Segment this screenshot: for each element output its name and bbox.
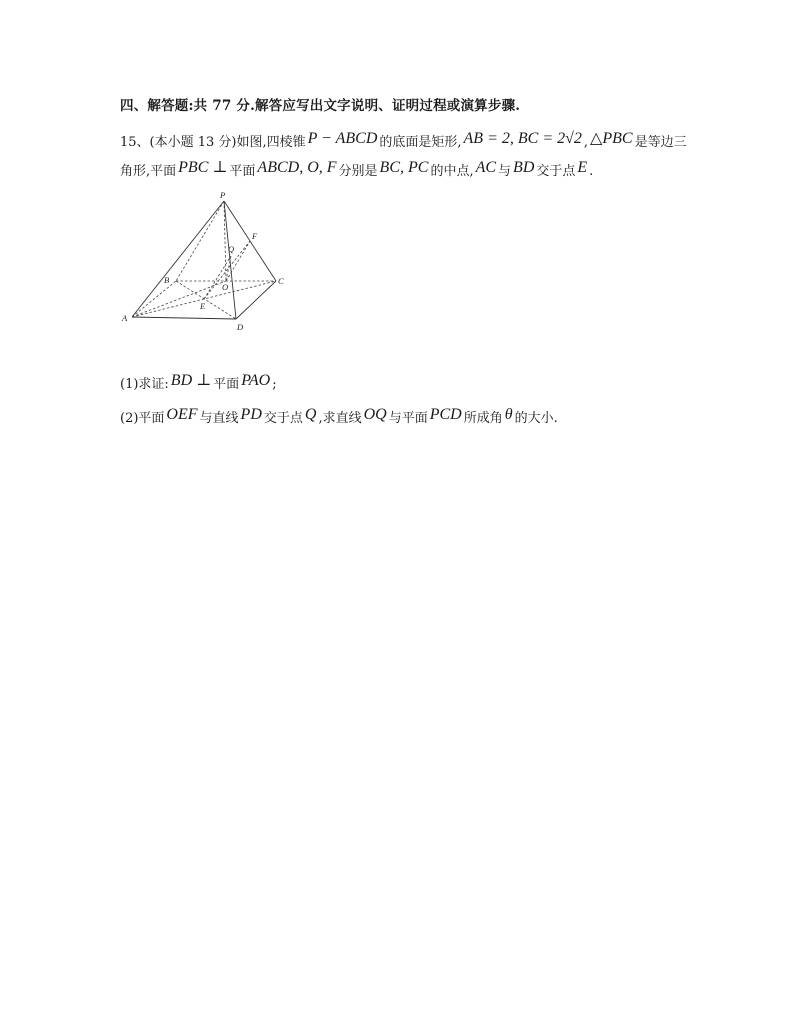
label-Q: Q: [228, 244, 235, 254]
problem-text: (2)平面: [120, 411, 165, 426]
problem-text: 的中点,: [430, 164, 474, 179]
edge-PA: [132, 201, 224, 317]
edge-DC: [236, 281, 276, 319]
math-expression: △PBC: [590, 130, 633, 147]
problem-text: 与: [498, 164, 512, 179]
label-O: O: [222, 282, 229, 292]
math-expression: Q: [304, 406, 317, 423]
label-D: D: [237, 322, 244, 332]
problem-text: 平面: [213, 377, 240, 392]
problem-text: 与平面: [388, 411, 428, 426]
problem-text: ,求直线: [318, 411, 362, 426]
math-expression: ABCD, O, F: [257, 159, 337, 176]
problem-statement-line-2: [120, 160, 593, 180]
problem-text: 15、(本小题 13 分)如图,四棱锥: [120, 135, 306, 150]
label-A: A: [122, 313, 128, 323]
problem-text: 角形,平面: [120, 164, 177, 179]
math-expression: BC, PC: [379, 159, 429, 176]
math-expression: P − ABCD: [307, 130, 378, 147]
label-C: C: [278, 276, 284, 286]
problem-statement-line-1: [120, 131, 687, 151]
problem-text: 交于点: [536, 164, 576, 179]
math-expression: OEF: [166, 406, 198, 423]
math-expression: BD: [513, 159, 535, 176]
edge-PB: [176, 201, 224, 281]
section-heading: 四、解答题:共 77 分.解答应写出文字说明、证明过程或演算步骤.: [120, 98, 521, 114]
question-part-2: [120, 407, 558, 427]
problem-text: 是等边三: [634, 135, 687, 150]
math-expression: PAO: [241, 372, 271, 389]
edge-AD: [132, 317, 236, 319]
problem-text: 的大小.: [514, 411, 558, 426]
label-P: P: [220, 190, 226, 200]
math-expression: θ: [504, 406, 513, 423]
problem-text: .: [589, 164, 594, 179]
math-expression: PD: [240, 406, 262, 423]
problem-text: 与直线: [199, 411, 239, 426]
problem-text: ,: [583, 135, 589, 150]
question-part-1: [120, 373, 277, 393]
problem-text: (1)求证:: [120, 377, 169, 392]
pyramid-figure: [118, 188, 293, 333]
math-expression: OQ: [363, 406, 387, 423]
problem-text: 交于点: [263, 411, 303, 426]
problem-text: 所成角: [463, 411, 503, 426]
math-expression: AC: [475, 159, 497, 176]
problem-text: 平面: [229, 164, 256, 179]
math-expression: BD ⊥: [170, 372, 212, 389]
math-expression: PCD: [429, 406, 462, 423]
problem-text: ;: [272, 377, 277, 392]
seg-EQ: [204, 256, 231, 299]
math-expression: PBC ⊥: [178, 159, 228, 176]
math-expression: AB = 2, BC = 2√2: [463, 130, 582, 147]
label-B: B: [164, 275, 170, 285]
math-expression: E: [577, 159, 588, 176]
label-F: F: [252, 231, 258, 241]
pyramid-diagram: [118, 188, 293, 333]
problem-text: 分别是: [338, 164, 378, 179]
label-E: E: [200, 301, 206, 311]
problem-text: 的底面是矩形,: [379, 135, 462, 150]
